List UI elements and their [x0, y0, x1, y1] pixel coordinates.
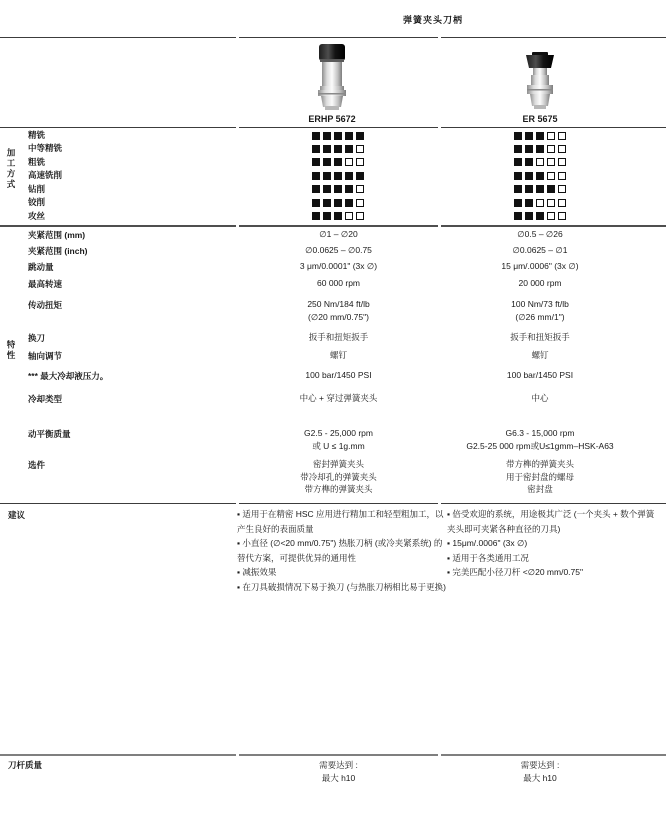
- shank-quality-line: 需要达到 :: [319, 760, 358, 770]
- rating-square-filled: [323, 132, 331, 140]
- rating-squares-er: [514, 172, 566, 182]
- recommendation-bullet: ▪ 小直径 (∅<20 mm/0.75") 热胀刀柄 (或冷夹紧系统) 的替代方案，可提供优异的通用性: [237, 538, 443, 563]
- rating-square-filled: [334, 145, 342, 153]
- rating-square-filled: [334, 172, 342, 180]
- spec-value-line: 3 μm/0.0001" (3x ∅): [299, 261, 378, 271]
- shank-quality-erhp: [237, 759, 440, 784]
- rating-square-filled: [312, 158, 320, 166]
- spec-value-er: [440, 369, 640, 382]
- specs-group-label: 特性: [6, 340, 16, 361]
- spec-row-label: 最高转速: [28, 279, 63, 289]
- rating-square-filled: [323, 185, 331, 193]
- rating-square-empty: [356, 158, 364, 166]
- product-erhp-5672: [242, 40, 422, 124]
- shank-quality-label: 刀杆质量: [8, 760, 43, 770]
- rating-square-filled: [323, 145, 331, 153]
- rating-square-filled: [514, 185, 522, 193]
- rating-square-filled: [536, 132, 544, 140]
- spec-value-erhp: [237, 298, 440, 323]
- rating-square-empty: [547, 145, 555, 153]
- machining-group-label: 加工方式: [6, 148, 16, 190]
- spec-value-line: 螺钉: [329, 350, 347, 360]
- rating-squares-erhp: [312, 199, 364, 209]
- rating-squares-er: [514, 199, 566, 209]
- recommendation-bullet: ▪ 完美匹配小径刀杆 <∅20 mm/0.75": [447, 567, 584, 577]
- spec-value-erhp: [237, 244, 440, 257]
- spec-value-erhp: [237, 369, 440, 382]
- spec-value-line: 密封弹簧夹头: [312, 459, 364, 469]
- spec-row-label: 传动扭矩: [28, 300, 63, 310]
- machining-row-label: 高速铣削: [28, 170, 63, 181]
- spec-value-er: [440, 427, 640, 452]
- shank-quality-er: [440, 759, 640, 784]
- spec-value-line: 用于密封盘的螺母: [505, 471, 574, 482]
- rating-square-filled: [536, 172, 544, 180]
- spec-value-erhp: [237, 392, 440, 405]
- rating-squares-er: [514, 185, 566, 195]
- rating-square-empty: [558, 212, 566, 220]
- spec-row-label: 夹紧范围 (inch): [28, 246, 88, 256]
- rating-square-empty: [345, 158, 353, 166]
- rating-squares-erhp: [312, 212, 364, 222]
- rule-below-specs: [0, 503, 666, 504]
- recommendations-er: [447, 507, 661, 580]
- rule-below-machining: [0, 225, 666, 227]
- spec-value-er: [440, 244, 640, 257]
- rating-square-filled: [323, 158, 331, 166]
- rule-above-shank: [0, 754, 666, 756]
- rating-square-empty: [547, 199, 555, 207]
- rating-square-filled: [525, 132, 533, 140]
- rating-square-empty: [356, 145, 364, 153]
- spec-value-line: 螺钉: [531, 350, 549, 360]
- rating-square-filled: [312, 212, 320, 220]
- rating-square-filled: [356, 132, 364, 140]
- recommendation-bullet: ▪ 倍受欢迎的系统，用途极其广泛 (一个夹头 + 数个弹簧夹头即可夹紧各种直径的刀具): [447, 509, 655, 534]
- rating-square-filled: [525, 199, 533, 207]
- rating-square-filled: [334, 132, 342, 140]
- machining-row-label: 攻丝: [28, 210, 46, 221]
- spec-row-label: 换刀: [28, 333, 46, 343]
- machining-row-label: 钻削: [28, 183, 46, 194]
- rating-square-empty: [558, 145, 566, 153]
- spec-value-line: 密封盘: [527, 484, 553, 494]
- spec-row-label: 夹紧范围 (mm): [28, 230, 86, 240]
- recommendation-bullet: ▪ 减振效果: [237, 567, 277, 577]
- spec-value-er: [440, 298, 640, 323]
- rating-square-filled: [345, 132, 353, 140]
- spec-value-line: 带方榫的弹簧夹头: [304, 484, 373, 494]
- shank-quality-line: 最大 h10: [321, 772, 356, 783]
- machining-row-label: 铰削: [28, 197, 46, 208]
- rating-square-empty: [536, 199, 544, 207]
- product-name: ERHP 5672: [308, 114, 356, 124]
- rating-squares-er: [514, 132, 566, 142]
- rating-square-empty: [547, 212, 555, 220]
- rating-square-filled: [525, 158, 533, 166]
- rating-square-filled: [323, 199, 331, 207]
- rating-square-empty: [356, 212, 364, 220]
- rating-square-filled: [323, 172, 331, 180]
- rule-below-title: [0, 37, 666, 38]
- spec-value-line: G2.5 - 25,000 rpm: [304, 428, 373, 438]
- rating-square-empty: [558, 172, 566, 180]
- rating-square-filled: [356, 172, 364, 180]
- spec-value-line: 100 bar/1450 PSI: [305, 370, 372, 380]
- rating-square-empty: [536, 158, 544, 166]
- rating-square-filled: [312, 145, 320, 153]
- rating-square-empty: [558, 132, 566, 140]
- recommendations-label: 建议: [8, 510, 26, 520]
- machining-row-label: 中等精铣: [28, 143, 63, 154]
- rating-squares-erhp: [312, 145, 364, 155]
- spec-value-line: ∅0.5 – ∅26: [517, 229, 563, 239]
- rating-squares-er: [514, 158, 566, 168]
- recommendation-bullet: ▪ 15μm/.0006" (3x ∅): [447, 538, 528, 548]
- spec-value-er: [440, 331, 640, 344]
- spec-value-line: 100 Nm/73 ft/lb: [511, 299, 569, 309]
- recommendations-erhp: [237, 507, 446, 594]
- spec-row-label: 选件: [28, 460, 46, 470]
- recommendation-bullet: ▪ 适用于各类通用工况: [447, 552, 529, 563]
- rating-square-empty: [345, 212, 353, 220]
- rating-squares-erhp: [312, 158, 364, 168]
- spec-value-line: 扳手和扭矩扳手: [510, 332, 570, 342]
- spec-row-label: 动平衡质量: [28, 429, 71, 439]
- shank-quality-line: 最大 h10: [523, 772, 557, 783]
- spec-row-label: *** 最大冷却液压力。: [28, 371, 109, 381]
- spec-value-line: ∅0.0625 – ∅0.75: [305, 245, 372, 255]
- rating-squares-erhp: [312, 185, 364, 195]
- rating-square-filled: [334, 158, 342, 166]
- spec-value-erhp: [237, 458, 440, 496]
- rating-square-filled: [514, 212, 522, 220]
- spec-value-line: 15 μm/.0006" (3x ∅): [501, 261, 579, 271]
- spec-value-erhp: [237, 228, 440, 241]
- machining-row-label: 精铣: [28, 130, 46, 140]
- spec-value-er: [440, 228, 640, 241]
- rating-square-filled: [334, 212, 342, 220]
- tool-holder-image-er: [521, 52, 559, 111]
- rating-square-filled: [514, 132, 522, 140]
- machining-row-label: 粗铣: [28, 156, 46, 167]
- spec-value-erhp: [237, 331, 440, 344]
- spec-row-label: 跳动量: [28, 262, 54, 272]
- spec-value-line: ∅1 – ∅20: [319, 229, 358, 239]
- rating-square-filled: [312, 199, 320, 207]
- spec-value-line: ∅0.0625 – ∅1: [512, 245, 568, 255]
- rating-square-filled: [334, 199, 342, 207]
- spec-value-er: [440, 260, 640, 273]
- rating-squares-erhp: [312, 132, 364, 142]
- rating-square-filled: [345, 145, 353, 153]
- spec-value-line: 250 Nm/184 ft/lb: [307, 299, 370, 309]
- rating-square-filled: [536, 145, 544, 153]
- spec-value-erhp: [237, 349, 440, 362]
- spec-value-line: G2.5-25 000 rpm或U≤1gmm–HSK-A63: [466, 440, 614, 451]
- spec-row-label: 轴向调节: [28, 351, 63, 361]
- rating-square-empty: [356, 185, 364, 193]
- rating-square-filled: [525, 185, 533, 193]
- spec-value-er: [440, 392, 640, 405]
- shank-quality-line: 需要达到 :: [520, 760, 560, 770]
- rating-square-empty: [547, 172, 555, 180]
- rating-square-filled: [334, 185, 342, 193]
- spec-value-erhp: [237, 277, 440, 290]
- spec-value-line: (∅26 mm/1"): [515, 311, 565, 322]
- rating-square-filled: [514, 158, 522, 166]
- rating-square-filled: [312, 132, 320, 140]
- spec-value-erhp: [237, 260, 440, 273]
- rating-squares-er: [514, 145, 566, 155]
- rating-square-filled: [323, 212, 331, 220]
- rule-below-products: [0, 127, 666, 128]
- rating-square-empty: [558, 185, 566, 193]
- spec-value-line: (∅20 mm/0.75"): [308, 311, 369, 322]
- rating-square-filled: [514, 145, 522, 153]
- spec-value-line: 带方榫的弹簧夹头: [505, 459, 574, 469]
- spec-value-er: [440, 349, 640, 362]
- rating-square-empty: [558, 158, 566, 166]
- spec-value-line: G6.3 - 15,000 rpm: [505, 428, 575, 438]
- spec-row-label: 冷却类型: [28, 394, 63, 404]
- rating-square-filled: [514, 199, 522, 207]
- spec-value-erhp: [237, 427, 440, 452]
- rating-square-filled: [525, 145, 533, 153]
- spec-value-line: 扳手和扭矩扳手: [308, 332, 369, 342]
- spec-value-line: 中心 + 穿过弹簧夹头: [299, 393, 378, 403]
- rating-square-filled: [345, 199, 353, 207]
- rating-square-filled: [312, 172, 320, 180]
- recommendation-bullet: ▪ 适用于在精密 HSC 应用进行精加工和轻型粗加工，以产生良好的表面质量: [237, 509, 444, 534]
- spec-value-line: 20 000 rpm: [518, 278, 562, 288]
- rating-squares-erhp: [312, 172, 364, 182]
- rating-square-empty: [356, 199, 364, 207]
- rating-square-filled: [525, 212, 533, 220]
- rating-squares-er: [514, 212, 566, 222]
- spec-value-line: 带冷却孔的弹簧夹头: [300, 471, 377, 482]
- rating-square-filled: [525, 172, 533, 180]
- recommendation-bullet: ▪ 在刀具破损情况下易于换刀 (与热胀刀柄相比易于更换): [237, 581, 446, 592]
- tool-holder-image-erhp: [312, 43, 352, 111]
- rating-square-empty: [547, 158, 555, 166]
- spec-value-er: [440, 458, 640, 496]
- spec-value-line: 或 U ≤ 1g.mm: [312, 440, 365, 451]
- rating-square-filled: [547, 185, 555, 193]
- rating-square-filled: [536, 212, 544, 220]
- spec-value-line: 中心: [531, 393, 549, 403]
- product-name: ER 5675: [522, 114, 558, 124]
- rating-square-empty: [558, 199, 566, 207]
- rating-square-filled: [514, 172, 522, 180]
- rating-square-filled: [312, 185, 320, 193]
- spec-value-line: 100 bar/1450 PSI: [506, 370, 574, 380]
- page-title: 弹簧夹头刀柄: [402, 15, 464, 25]
- spec-value-er: [440, 277, 640, 290]
- product-er-5675: [450, 40, 630, 124]
- rating-square-empty: [547, 132, 555, 140]
- spec-value-line: 60 000 rpm: [317, 278, 360, 288]
- rating-square-filled: [536, 185, 544, 193]
- rating-square-filled: [345, 185, 353, 193]
- rating-square-filled: [345, 172, 353, 180]
